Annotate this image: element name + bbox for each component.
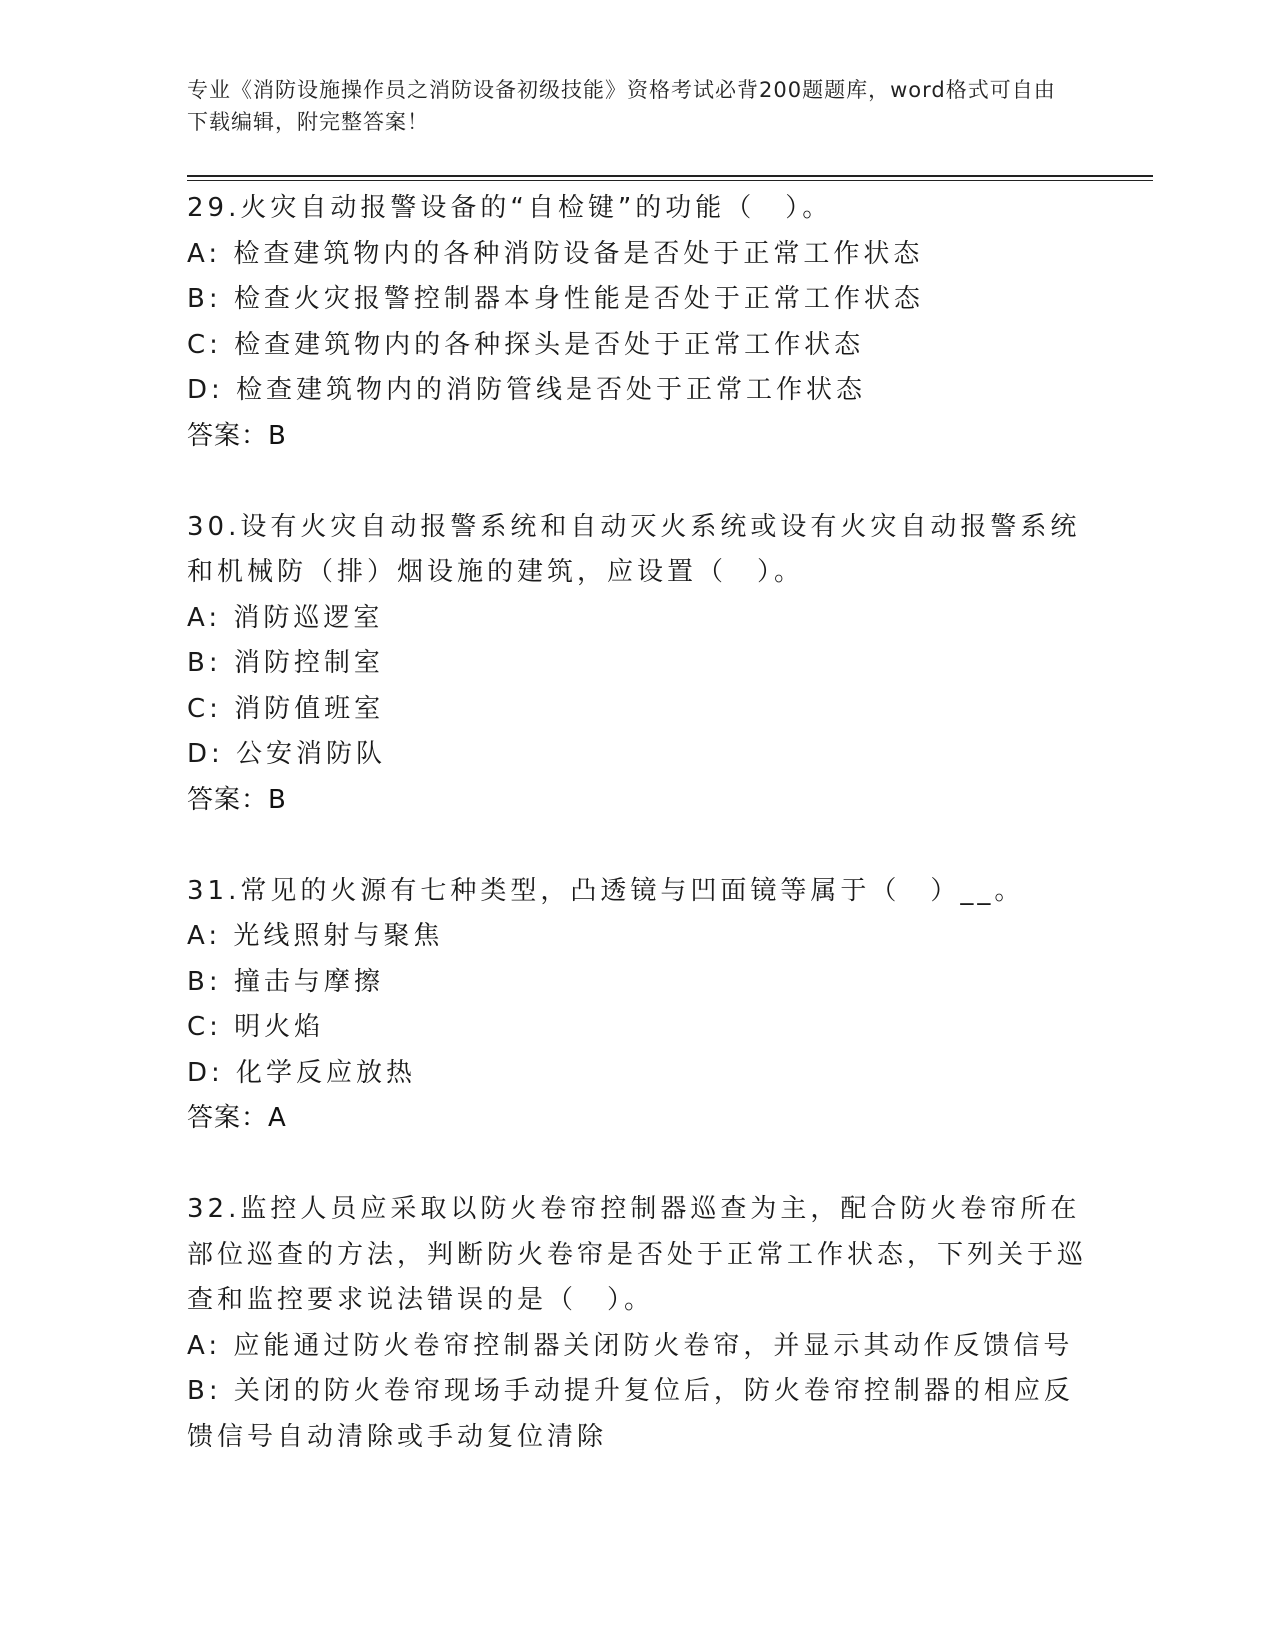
option-c: C: 检查建筑物内的各种探头是否处于正常工作状态 bbox=[187, 329, 865, 360]
option-b: B: 消防控制室 bbox=[187, 648, 384, 678]
question-stem: 32.监控人员应采取以防火卷帘控制器巡查为主，配合防火卷帘所在部位巡查的方法，判断防火卷帘是否处于正常工作状态，下列关于巡查和监控要求说法错误的是（ ）。 bbox=[187, 1194, 1088, 1315]
question-spacer bbox=[187, 459, 1087, 505]
question-29 bbox=[187, 186, 1087, 459]
option-c: C: 明火焰 bbox=[187, 1012, 325, 1042]
question-list bbox=[187, 186, 1087, 1460]
option-d: D: 公安消防队 bbox=[187, 739, 387, 769]
question-spacer bbox=[187, 1142, 1087, 1188]
header-divider-thin bbox=[187, 180, 1153, 181]
option-a: A: 检查建筑物内的各种消防设备是否处于正常工作状态 bbox=[187, 238, 924, 269]
option-c: C: 消防值班室 bbox=[187, 693, 385, 724]
header-divider-thick bbox=[187, 175, 1153, 177]
answer-line: 答案：B bbox=[187, 784, 287, 815]
option-b: B: 检查火灾报警控制器本身性能是否处于正常工作状态 bbox=[187, 284, 924, 314]
question-32 bbox=[187, 1187, 1087, 1460]
option-a: A: 光线照射与聚焦 bbox=[187, 921, 444, 951]
document-header: 专业《消防设施操作员之消防设备初级技能》资格考试必背200题题库，word格式可自由下载编辑，附完整答案！ bbox=[187, 78, 1056, 134]
answer-line: 答案：A bbox=[187, 1103, 287, 1133]
question-stem: 31.常见的火源有七种类型，凸透镜与凹面镜等属于（ ）__。 bbox=[187, 875, 1025, 906]
question-stem: 29.火灾自动报警设备的“自检键”的功能（ ）。 bbox=[187, 193, 833, 223]
question-31 bbox=[187, 869, 1087, 1142]
option-b: B: 关闭的防火卷帘现场手动提升复位后，防火卷帘控制器的相应反馈信号自动清除或手动复位清除 bbox=[187, 1376, 1074, 1452]
answer-line: 答案：B bbox=[187, 420, 287, 451]
option-a: A: 应能通过防火卷帘控制器关闭防火卷帘，并显示其动作反馈信号 bbox=[187, 1330, 1074, 1361]
question-spacer bbox=[187, 823, 1087, 869]
question-30 bbox=[187, 505, 1087, 824]
option-d: D: 化学反应放热 bbox=[187, 1057, 417, 1088]
option-a: A: 消防巡逻室 bbox=[187, 602, 384, 633]
question-stem: 30.设有火灾自动报警系统和自动灭火系统或设有火灾自动报警系统和机械防（排）烟设施的建筑，应设置（ ）。 bbox=[187, 511, 1081, 587]
option-d: D: 检查建筑物内的消防管线是否处于正常工作状态 bbox=[187, 375, 867, 405]
option-b: B: 撞击与摩擦 bbox=[187, 966, 384, 997]
